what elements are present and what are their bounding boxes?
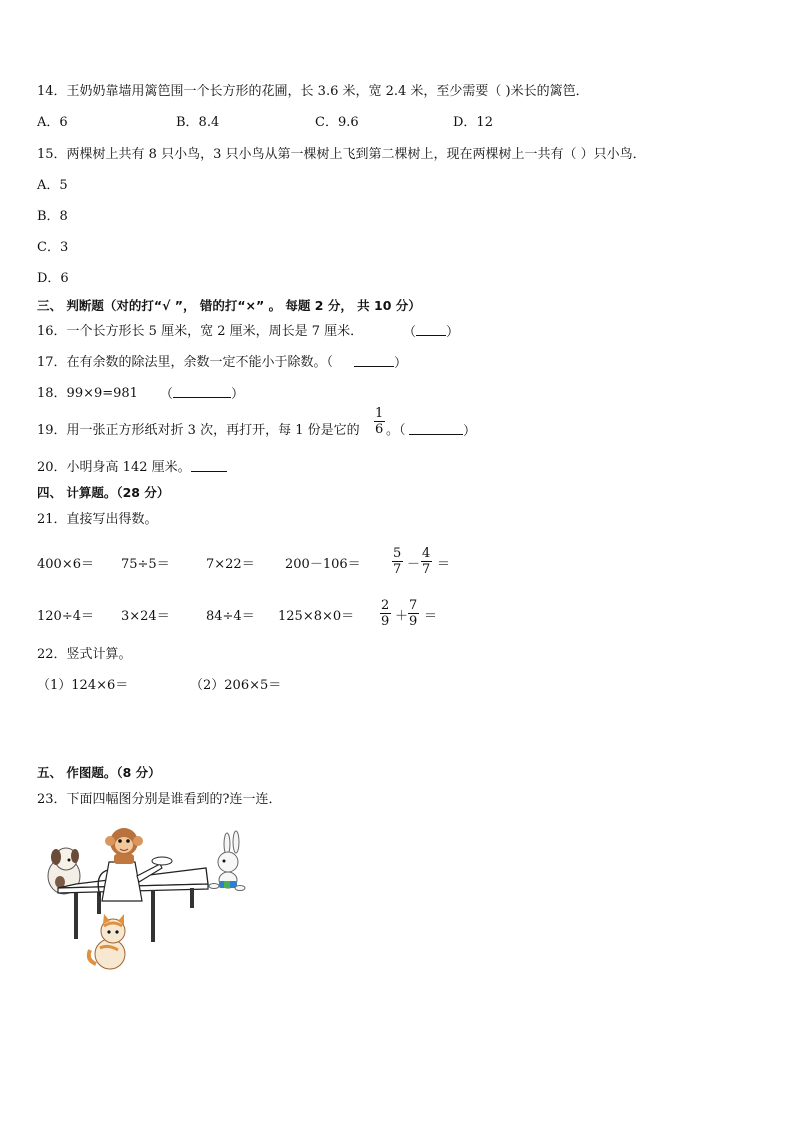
q21-frac-eq-2: ＝ [424, 609, 438, 624]
q20-answer-blank[interactable] [191, 459, 227, 478]
q22-item-1: （1）124×6＝ [37, 678, 129, 693]
q14-option-d: D．12 [453, 115, 493, 130]
q23-illustration [38, 826, 252, 976]
q20-text: 20．小明身高 142 厘米。 [37, 460, 191, 475]
q21-calc-6: 3×24＝ [121, 609, 170, 624]
q21-calc-4: 200－106＝ [285, 557, 361, 572]
frac-denominator: 9 [409, 614, 418, 629]
q19-frac-denominator: 6 [375, 422, 384, 437]
q18-paren-close: ） [231, 387, 245, 402]
q21-calc-5: 120÷4＝ [37, 609, 94, 624]
q21-frac-eq-1: ＝ [437, 557, 451, 572]
q21-calc-8: 125×8×0＝ [278, 609, 355, 624]
q14-option-a: A．6 [37, 115, 68, 130]
q18-paren-open: （ [160, 387, 174, 402]
q16-paren-close: ） [446, 325, 460, 340]
q21-frac-b2 [407, 598, 419, 629]
frac-numerator: 7 [409, 598, 418, 613]
q21-frac-b1 [420, 546, 432, 577]
q21-frac-a1 [391, 546, 403, 577]
q19-text: 19．用一张正方形纸对折 3 次，再打开，每 1 份是它的 [37, 423, 360, 438]
frac-denominator: 7 [393, 562, 402, 577]
section4-title: 四、 计算题。（28 分） [37, 485, 170, 500]
frac-numerator: 4 [422, 546, 431, 561]
q19-frac-numerator: 1 [375, 406, 384, 421]
q21-calc-3: 7×22＝ [206, 557, 255, 572]
q17-answer-blank[interactable] [354, 354, 407, 373]
q21-calc-1: 400×6＝ [37, 557, 94, 572]
q23-text: 23．下面四幅图分别是谁看到的?连一连． [37, 792, 282, 807]
cat-icon [89, 914, 125, 969]
q19-paren-close: ） [463, 424, 477, 439]
q16-paren-open: （ [403, 325, 417, 340]
section3-title: 三、 判断题（对的打“√ ”， 错的打“×” 。 每题 2 分， 共 10 分） [37, 298, 421, 313]
q18-text: 18．99×9=981 [37, 386, 138, 401]
q22-item-2: （2）206×5＝ [190, 678, 282, 693]
q15-text: 15．两棵树上共有 8 只小鸟，3 只小鸟从第一棵树上飞到第二棵树上，现在两棵树上一共有（ ）只小鸟． [37, 147, 646, 162]
q17-blank-line [354, 354, 394, 367]
q14-text: 14．王奶奶靠墙用篱笆围一个长方形的花圃，长 3.6 米，宽 2.4 米，至少需要（ )米长的篱笆． [37, 84, 589, 99]
monkey-icon [105, 828, 143, 864]
q21-frac-a2 [379, 598, 391, 629]
q19-after-text: 。（ [386, 423, 406, 438]
q19-fraction [373, 406, 385, 437]
q15-option-c: C．3 [37, 240, 69, 255]
q17-text: 17．在有余数的除法里，余数一定不能小于除数。（ [37, 355, 334, 370]
frac-numerator: 5 [393, 546, 402, 561]
q16-answer-blank[interactable] [403, 323, 459, 342]
q15-option-b: B．8 [37, 209, 68, 224]
q16-text: 16．一个长方形长 5 厘米，宽 2 厘米，周长是 7 厘米． [37, 324, 364, 339]
q21-frac-op-1: － [407, 557, 421, 572]
q22-text: 22．竖式计算。 [37, 647, 132, 662]
q15-option-a: A．5 [37, 178, 68, 193]
section5-title: 五、 作图题。（8 分） [37, 765, 161, 780]
q21-frac-op-2: ＋ [395, 609, 409, 624]
rabbit-icon [209, 831, 245, 891]
frac-denominator: 7 [422, 562, 431, 577]
q20-blank-line [191, 459, 227, 472]
frac-denominator: 9 [381, 614, 390, 629]
q17-paren-close: ） [394, 356, 408, 371]
q21-calc-2: 75÷5＝ [121, 557, 170, 572]
q21-text: 21．直接写出得数。 [37, 512, 158, 527]
q16-blank-line [416, 323, 446, 336]
q21-calc-7: 84÷4＝ [206, 609, 255, 624]
q19-answer-blank[interactable] [409, 422, 476, 441]
q18-answer-blank[interactable] [160, 385, 244, 404]
q14-option-c: C．9.6 [315, 115, 359, 130]
q14-option-b: B．8.4 [176, 115, 220, 130]
frac-numerator: 2 [381, 598, 390, 613]
q18-blank-line [173, 385, 231, 398]
q19-blank-line [409, 422, 463, 435]
q15-option-d: D．6 [37, 271, 69, 286]
